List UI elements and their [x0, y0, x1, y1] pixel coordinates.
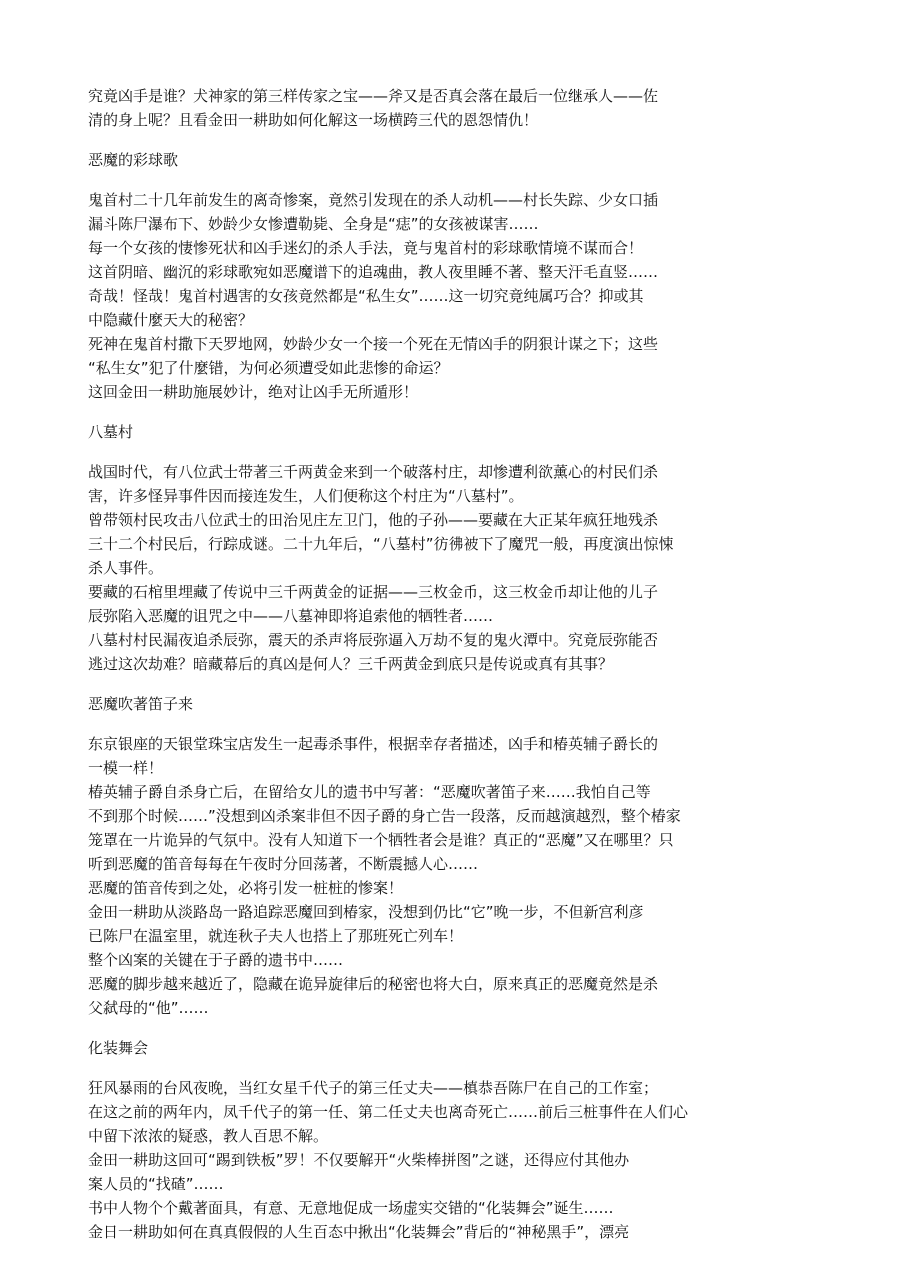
paragraph-line: 笼罩在一片诡异的气氛中。没有人知道下一个牺牲者会是谁？真正的“恶魔”又在哪里？只: [88, 831, 674, 849]
section-spacer: [88, 404, 728, 420]
section-spacer: [88, 1020, 728, 1036]
intro-line: 清的身上呢？且看金田一耕助如何化解这一场横跨三代的恩怨情仇！: [88, 111, 539, 129]
paragraph-line: 这首阴暗、幽沉的彩球歌宛如恶魔谱下的追魂曲，教人夜里睡不著、整天汗毛直竖……: [88, 263, 659, 281]
intro-paragraph: [88, 84, 728, 132]
paragraph-line: 一模一样！: [88, 759, 164, 777]
paragraph-line: 辰弥陷入恶魔的诅咒之中——八墓神即将追索他的牺牲者……: [88, 607, 494, 625]
paragraph-line: 八墓村村民漏夜追杀辰弥，震天的杀声将辰弥逼入万劫不复的鬼火潭中。究竟辰弥能否: [88, 631, 659, 649]
paragraph-line: 狂风暴雨的台风夜晚，当红女星千代子的第三任丈夫——槙恭吾陈尸在自己的工作室；: [88, 1079, 659, 1097]
paragraph-line: “私生女”犯了什麼错，为何必须遭受如此悲惨的命运？: [88, 359, 449, 377]
paragraph-line: 听到恶魔的笛音每每在午夜时分回荡著，不断震撼人心……: [88, 855, 479, 873]
paragraph-line: 战国时代，有八位武士带著三千两黄金来到一个破落村庄，却惨遭利欲薰心的村民们杀: [88, 463, 659, 481]
intro-line: 究竟凶手是谁？犬神家的第三样传家之宝——斧又是否真会落在最后一位继承人——佐: [88, 87, 659, 105]
paragraph-line: 在这之前的两年内，凤千代子的第一任、第二任丈夫也离奇死亡……前后三桩事件在人们心: [88, 1103, 689, 1121]
paragraph-line: 曾带领村民攻击八位武士的田治见庄左卫门，他的子孙——要藏在大正某年疯狂地残杀: [88, 511, 659, 529]
document-page: [88, 84, 728, 1244]
paragraph-line: 椿英辅子爵自杀身亡后，在留给女儿的遗书中写著：“恶魔吹著笛子来……我怕自己等: [88, 783, 651, 801]
paragraph-line: 每一个女孩的悽惨死状和凶手迷幻的杀人手法，竟与鬼首村的彩球歌情境不谋而合！: [88, 239, 644, 257]
section-title: 恶魔吹著笛子来: [88, 695, 194, 713]
section-spacer: [88, 676, 728, 692]
paragraph-line: 中隐藏什麼天大的秘密？: [88, 311, 254, 329]
paragraph-line: 书中人物个个戴著面具，有意、无意地促成一场虚实交错的“化装舞会”诞生……: [88, 1199, 614, 1217]
paragraph-line: 要藏的石棺里埋藏了传说中三千两黄金的证据——三枚金币，这三枚金币却让他的儿子: [88, 583, 659, 601]
section-spacer: [88, 132, 728, 148]
title-spacer: [88, 1060, 728, 1076]
paragraph-line: 金田一耕助这回可“踢到铁板”罗！不仅要解开“火柴棒拼图”之谜，还得应付其他办: [88, 1151, 630, 1169]
section-title: 八墓村: [88, 423, 134, 441]
paragraph-line: 三十二个村民后，行踪成谜。二十九年后，“八墓村”彷彿被下了魔咒一般，再度演出惊悚: [88, 535, 674, 553]
paragraph-line: 漏斗陈尸瀑布下、妙龄少女惨遭勒毙、全身是“痣”的女孩被谋害……: [88, 215, 539, 233]
section-title: 化装舞会: [88, 1039, 149, 1057]
paragraph-line: 金日一耕助如何在真真假假的人生百态中揪出“化装舞会”背后的“神秘黑手”，漂亮: [88, 1223, 630, 1241]
paragraph-line: 整个凶案的关键在于子爵的遗书中……: [88, 951, 344, 969]
book-section: [88, 420, 728, 676]
paragraph-line: 鬼首村二十几年前发生的离奇惨案，竟然引发现在的杀人动机——村长失踪、少女口插: [88, 191, 659, 209]
sections: [88, 132, 728, 1244]
paragraph-line: 逃过这次劫难？暗藏幕后的真凶是何人？三千两黄金到底只是传说或真有其事？: [88, 655, 614, 673]
paragraph-line: 害，许多怪异事件因而接连发生，人们便称这个村庄为“八墓村”。: [88, 487, 524, 505]
book-section: [88, 148, 728, 404]
paragraph-line: 金田一耕助从淡路岛一路追踪恶魔回到椿家，没想到仍比“它”晚一步，不但新宫利彦: [88, 903, 644, 921]
paragraph-line: 东京银座的天银堂珠宝店发生一起毒杀事件，根据幸存者描述，凶手和椿英辅子爵长的: [88, 735, 659, 753]
paragraph-line: 中留下浓浓的疑惑，教人百思不解。: [88, 1127, 329, 1145]
paragraph-line: 恶魔的笛音传到之处，必将引发一桩桩的惨案！: [88, 879, 404, 897]
paragraph-line: 不到那个时候……”没想到凶杀案非但不因子爵的身亡告一段落，反而越演越烈，整个椿家: [88, 807, 681, 825]
paragraph-line: 这回金田一耕助施展妙计，绝对让凶手无所遁形！: [88, 383, 419, 401]
paragraph-line: 杀人事件。: [88, 559, 164, 577]
section-title: 恶魔的彩球歌: [88, 151, 179, 169]
title-spacer: [88, 444, 728, 460]
paragraph-line: 恶魔的脚步越来越近了，隐藏在诡异旋律后的秘密也将大白，原来真正的恶魔竟然是杀: [88, 975, 659, 993]
book-section: [88, 1036, 728, 1244]
book-section: [88, 692, 728, 1020]
paragraph-line: 案人员的“找碴”……: [88, 1175, 224, 1193]
paragraph-line: 死神在鬼首村撒下天罗地网，妙龄少女一个接一个死在无情凶手的阴狠计谋之下；这些: [88, 335, 659, 353]
title-spacer: [88, 716, 728, 732]
paragraph-line: 已陈尸在温室里，就连秋子夫人也搭上了那班死亡列车！: [88, 927, 464, 945]
paragraph-line: 父弑母的“他”……: [88, 999, 209, 1017]
title-spacer: [88, 172, 728, 188]
paragraph-line: 奇哉！怪哉！鬼首村遇害的女孩竟然都是“私生女”……这一切究竟纯属巧合？抑或其: [88, 287, 644, 305]
